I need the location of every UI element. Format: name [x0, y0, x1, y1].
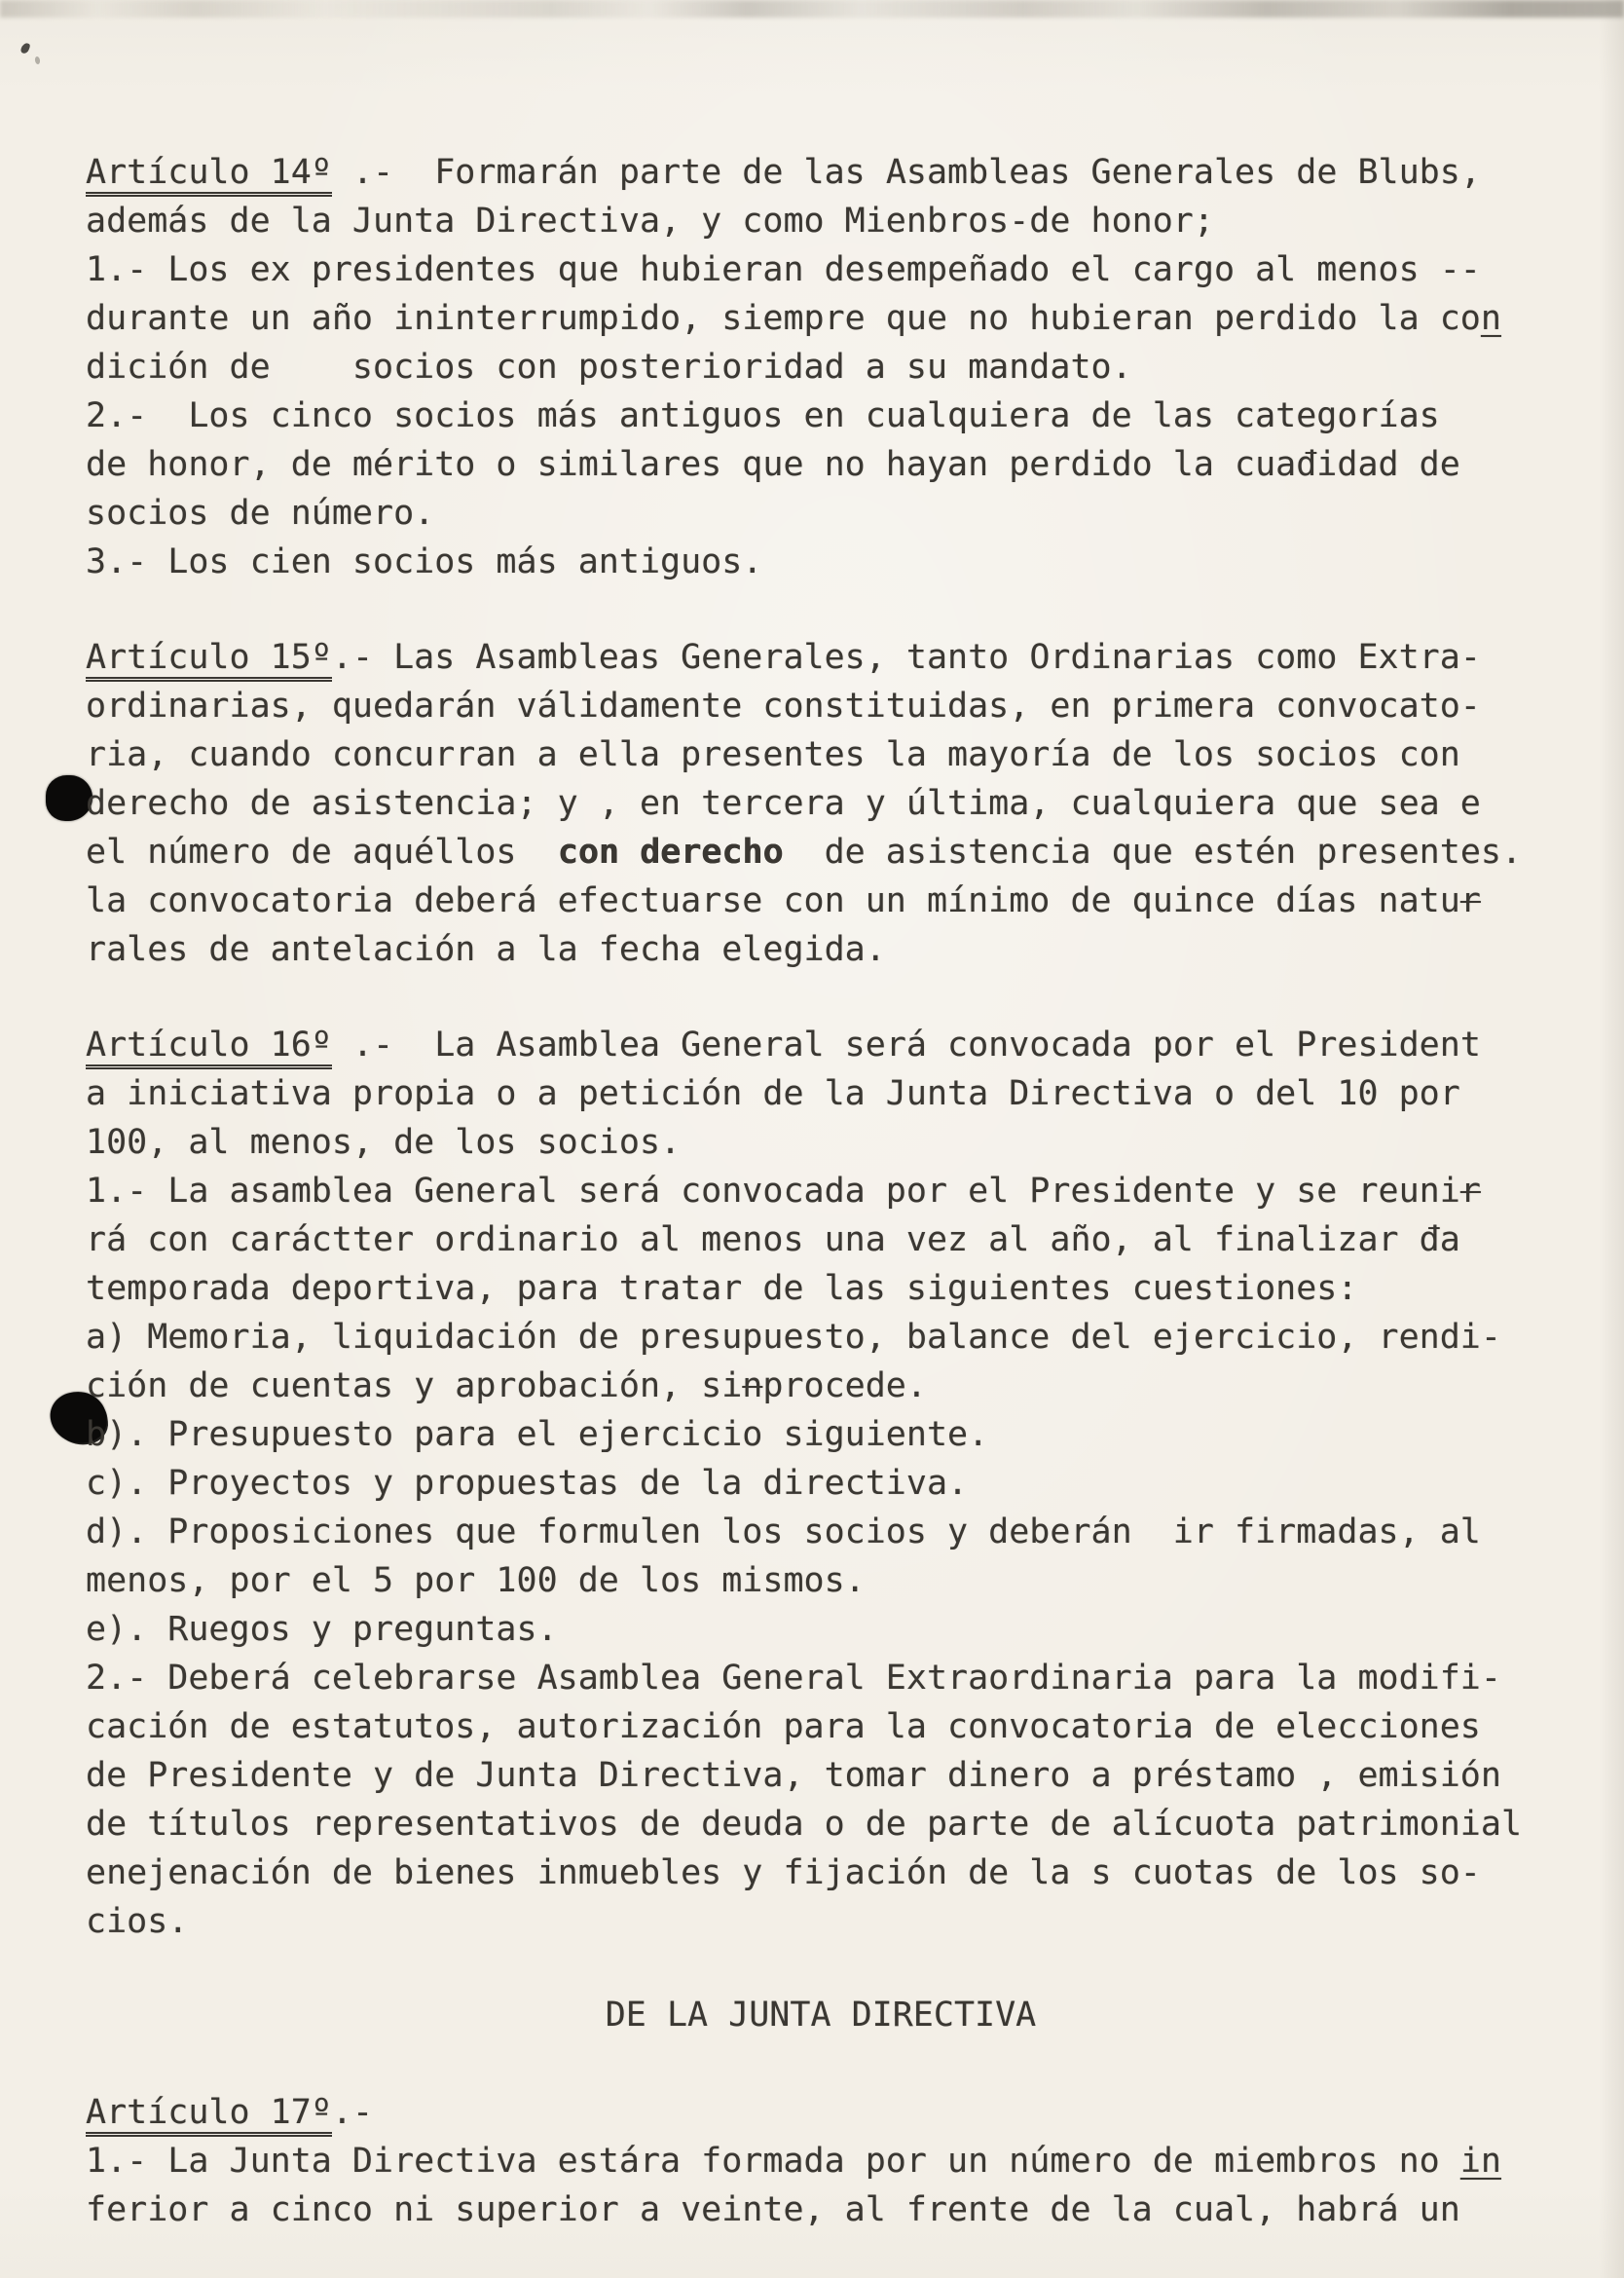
- document-line: [86, 197, 1556, 245]
- document-line: [86, 730, 1556, 779]
- text-segment: procede.: [762, 1366, 927, 1405]
- text-segment: 2.- Deberá celebrarse Asamblea General Extraordinaria para la modifi-: [86, 1659, 1501, 1698]
- text-segment-u: n: [1480, 299, 1501, 338]
- text-segment: d). Proposiciones que formulen los socios y deberán ir firmadas, al: [86, 1512, 1481, 1551]
- text-segment: de títulos representativos de deuda o de parte de alícuota patrimonial: [86, 1805, 1523, 1844]
- document-line: [86, 1167, 1556, 1215]
- text-segment-title: Artículo 14º: [86, 153, 332, 197]
- document-line: [86, 343, 1556, 392]
- text-segment: e). Ruegos y preguntas.: [86, 1610, 558, 1649]
- text-segment: el número de aquéllos: [86, 833, 558, 872]
- articulo-16: [86, 1021, 1556, 1946]
- text-segment: cación de estatutos, autorización para la convocatoria de elecciones: [86, 1707, 1481, 1746]
- text-segment: de Presidente y de Junta Directiva, tomar dinero a préstamo , emisión: [86, 1756, 1501, 1795]
- text-segment-st: r: [1459, 881, 1481, 920]
- text-segment: temporada deportiva, para tratar de las siguientes cuestiones:: [86, 1269, 1358, 1308]
- text-segment: .- La Asamblea General será convocada por el President: [331, 1026, 1481, 1064]
- text-segment: rales de antelación a la fecha elegida.: [86, 930, 886, 969]
- document-line: [86, 1069, 1556, 1118]
- articulo-14: [86, 148, 1556, 586]
- articulo-17: [86, 2088, 1556, 2234]
- text-segment: .- Las Asambleas Generales, tanto Ordinarias como Extra-: [331, 638, 1481, 677]
- document-line: [86, 633, 1556, 682]
- document-line: [86, 1118, 1556, 1167]
- text-segment-title: Artículo 17º: [86, 2093, 332, 2137]
- document-line: [86, 1459, 1556, 1508]
- text-segment: a iniciativa propia o a petición de la Junta Directiva o del 10 por: [86, 1074, 1460, 1113]
- text-segment: de asistencia que estén presentes.: [783, 833, 1523, 872]
- text-segment: rá con caráctter ordinario al menos una vez al año, al finalizar đa: [86, 1220, 1460, 1259]
- text-segment: socios de número.: [86, 494, 435, 533]
- document-line: [86, 1654, 1556, 1702]
- document-line: [86, 1264, 1556, 1313]
- document-line: [86, 1800, 1556, 1849]
- text-segment: dición de socios con posterioridad a su mandato.: [86, 348, 1132, 387]
- document-line: [86, 1751, 1556, 1800]
- text-segment: 1.- La Junta Directiva estára formada por un número de miembros no: [86, 2142, 1460, 2181]
- document-line: [86, 779, 1556, 828]
- text-segment: b). Presupuesto para el ejercicio siguiente.: [86, 1415, 989, 1454]
- text-segment: .- Formarán parte de las Asambleas Generales de Blubs,: [331, 153, 1481, 192]
- text-segment: enejenación de bienes inmuebles y fijación de la s cuotas de los so-: [86, 1853, 1481, 1892]
- document-line: [86, 1556, 1556, 1605]
- document-line: [86, 1702, 1556, 1751]
- document-line: [86, 1508, 1556, 1556]
- text-segment: DE LA JUNTA DIRECTIVA: [605, 1996, 1037, 2035]
- document-line: [86, 1605, 1556, 1654]
- document-line: [86, 2185, 1556, 2234]
- text-segment: además de la Junta Directiva, y como Mienbros-de honor;: [86, 202, 1214, 241]
- document-line: [86, 828, 1556, 877]
- text-segment: 3.- Los cien socios más antiguos.: [86, 542, 763, 581]
- document-line: [86, 877, 1556, 925]
- document-line: [86, 2137, 1556, 2185]
- text-segment: ria, cuando concurran a ella presentes la mayoría de los socios con: [86, 735, 1460, 774]
- document-line: [86, 294, 1556, 343]
- text-segment: de honor, de mérito o similares que no hayan perdido la cuađidad de: [86, 445, 1460, 484]
- text-segment-u: in: [1459, 2142, 1501, 2181]
- document-line: [86, 1849, 1556, 1897]
- text-segment-st: r: [1459, 1172, 1481, 1211]
- text-segment: c). Proyectos y propuestas de la directiva.: [86, 1464, 969, 1503]
- articulo-15: [86, 633, 1556, 974]
- document-line: [86, 1362, 1556, 1410]
- document-line: [86, 1991, 1556, 2039]
- document-line: [86, 1410, 1556, 1459]
- text-segment: ordinarias, quedarán válidamente constituidas, en primera convocato-: [86, 687, 1481, 726]
- text-segment: ción de cuentas y aprobación, si: [86, 1366, 743, 1405]
- document-line: [86, 1215, 1556, 1264]
- document-line: [86, 925, 1556, 974]
- text-segment-title: Artículo 16º: [86, 1026, 332, 1069]
- text-segment: 1.- Los ex presidentes que hubieran desempeñado el cargo al menos --: [86, 250, 1481, 289]
- text-segment: menos, por el 5 por 100 de los mismos.: [86, 1561, 866, 1600]
- text-segment: durante un año ininterrumpido, siempre que no hubieran perdido la co: [86, 299, 1481, 338]
- document-line: [86, 489, 1556, 538]
- text-segment: derecho de asistencia; y , en tercera y última, cualquiera que sea e: [86, 784, 1481, 823]
- text-segment: la convocatoria deberá efectuarse con un mínimo de quince días natu: [86, 881, 1460, 920]
- text-segment: 1.- La asamblea General será convocada por el Presidente y se reuni: [86, 1172, 1460, 1211]
- text-segment-st: n: [742, 1366, 763, 1405]
- section-heading-junta-directiva: [86, 1991, 1556, 2039]
- document-line: [86, 682, 1556, 730]
- document-line: [86, 2088, 1556, 2137]
- document-line: [86, 1021, 1556, 1069]
- text-segment-title: Artículo 15º: [86, 638, 332, 682]
- document-line: [86, 538, 1556, 586]
- document-line: [86, 440, 1556, 489]
- text-segment: 2.- Los cinco socios más antiguos en cualquiera de las categorías: [86, 396, 1440, 435]
- text-segment: 100, al menos, de los socios.: [86, 1123, 682, 1162]
- document-line: [86, 392, 1556, 440]
- text-segment-b: con derecho: [557, 833, 784, 872]
- text-segment: .-: [331, 2093, 374, 2132]
- document-line: [86, 245, 1556, 294]
- document-line: [86, 148, 1556, 197]
- text-segment: a) Memoria, liquidación de presupuesto, balance del ejercicio, rendi-: [86, 1318, 1501, 1357]
- document-line: [86, 1313, 1556, 1362]
- text-segment: cios.: [86, 1902, 189, 1941]
- document-line: [86, 1897, 1556, 1946]
- text-segment: ferior a cinco ni superior a veinte, al frente de la cual, habrá un: [86, 2190, 1460, 2229]
